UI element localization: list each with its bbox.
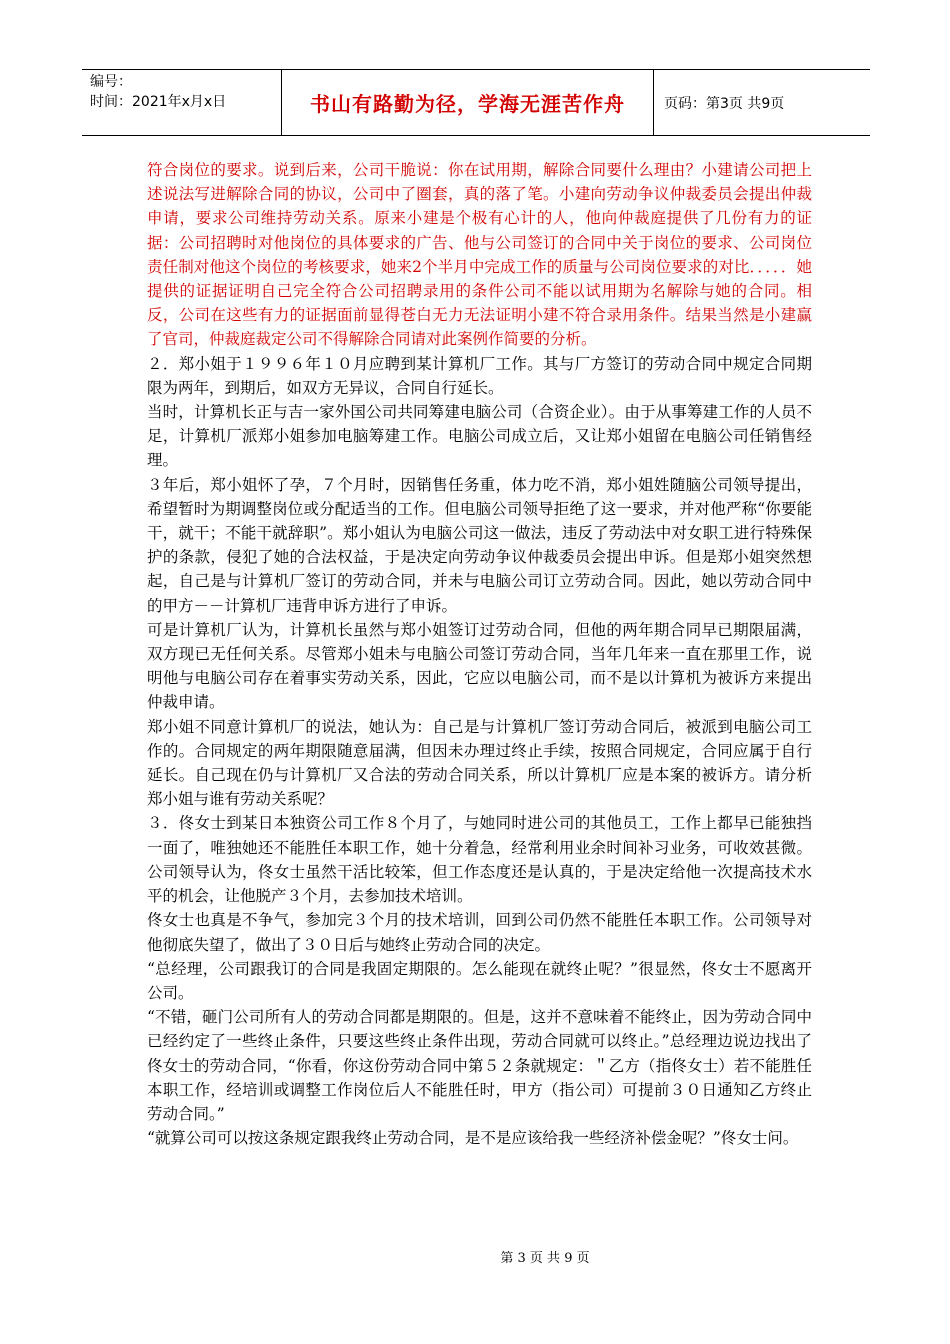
body-paragraph: “就算公司可以按这条规定跟我终止劳动合同，是不是应该给我一些经济补偿金呢？”佟女士问。 [147, 1129, 799, 1148]
header-motto: 书山有路勤为径，学海无涯苦作舟 [282, 70, 654, 135]
case-2-intro-paragraph: ２．郑小姐于１９９６年１０月应聘到某计算机厂工作。其与厂方签订的劳动合同中规定合同期限为两年，到期后，如双方无异议，合同自行延长。 [147, 354, 812, 397]
page-header [82, 69, 870, 136]
document-number-label: 编号： [90, 74, 132, 90]
document-time-label: 时间：2021年x月x日 [90, 94, 227, 110]
header-meta [82, 70, 282, 135]
case-3-intro-paragraph: ３．佟女士到某日本独资公司工作８个月了，与她同时进公司的其他员工，工作上都早已能独挡一面了，唯独她还不能胜任本职工作，她十分着急，经常利用业余时间补习业务，可收效甚微。公司领导认为，佟女士虽然干活比较笨，但工作态度还是认真的，于是决定给他一次提高技术水平的机会，让他脱产３个月，去参加技术培训。 [147, 814, 812, 906]
body-paragraph: “不错，砸门公司所有人的劳动合同都是期限的。但是，这并不意味着不能终止，因为劳动合同中已经约定了一些终止条件，只要这些终止条件出现，劳动合同就可以终止。”总经理边说边找出了佟女士的劳动合同，“你看，你这份劳动合同中第５２条就规定：＂乙方（指佟女士）若不能胜任本职工作，经培训或调整工作岗位后人不能胜任时，甲方（指公司）可提前３０日通知乙方终止劳动合同。” [147, 1008, 812, 1123]
body-paragraph: 佟女士也真是不争气，参加完３个月的技术培训，回到公司仍然不能胜任本职工作。公司领导对他彻底失望了，做出了３０日后与她终止劳动合同的决定。 [147, 911, 812, 954]
body-paragraph: 当时，计算机长正与吉一家外国公司共同筹建电脑公司（合资企业）。由于从事筹建工作的人员不足，计算机厂派郑小姐参加电脑筹建工作。电脑公司成立后，又让郑小姐留在电脑公司任销售经理。 [147, 403, 812, 470]
body-paragraph: 郑小姐不同意计算机厂的说法，她认为：自己是与计算机厂签订劳动合同后，被派到电脑公司工作的。合同规定的两年期限随意届满，但因未办理过终止手续，按照合同规定，合同应属于自行延长。自己现在仍与计算机厂又合法的劳动合同关系，所以计算机厂应是本案的被诉方。请分析郑小姐与谁有劳动关系呢？ [147, 717, 812, 809]
case-1-paragraph: 符合岗位的要求。说到后来，公司干脆说：你在试用期，解除合同要什么理由？小建请公司把上述说法写进解除合同的协议，公司中了圈套，真的落了笔。小建向劳动争议仲裁委员会提出仲裁申请，要求公司维持劳动关系。原来小建是个极有心计的人，他向仲裁庭提供了几份有力的证据：公司招聘时对他岗位的具体要求的广告、他与公司签订的合同中关于岗位的要求、公司岗位责任制对他这个岗位的考核要求，她来2个半月中完成工作的质量与公司岗位要求的对比．．．．．她提供的证据证明自己完全符合公司招聘录用的条件公司不能以试用期为名解除与她的合同。相反，公司在这些有力的证据面前显得苍白无力无法证明小建不符合录用条件。结果当然是小建赢了官司，仲裁庭裁定公司不得解除合同请对此案例作简要的分析。 [147, 161, 812, 349]
body-paragraph: “总经理，公司跟我订的合同是我固定期限的。怎么能现在就终止呢？”很显然，佟女士不愿离开公司。 [147, 959, 812, 1002]
body-paragraph: 可是计算机厂认为，计算机长虽然与郑小姐签订过劳动合同，但他的两年期合同早已期限届满，双方现已无任何关系。尽管郑小姐未与电脑公司签订劳动合同，当年几年来一直在那里工作，说明他与电脑公司存在着事实劳动关系，因此，它应以电脑公司，而不是以计算机为被诉方来提出仲裁申请。 [147, 620, 812, 712]
body-paragraph: ３年后，郑小姐怀了孕，７个月时，因销售任务重，体力吃不消，郑小姐姓随脑公司领导提出，希望暂时为期调整岗位或分配适当的工作。但电脑公司领导拒绝了这一要求，并对他严称“你要能干，就干；不能干就辞职”。郑小姐认为电脑公司这一做法，违反了劳动法中对女职工进行特殊保护的条款，侵犯了她的合法权益，于是决定向劳动争议仲裁委员会提出申诉。但是郑小姐突然想起，自己是与计算机厂签订的劳动合同，并未与电脑公司订立劳动合同。因此，她以劳动合同中的甲方－－计算机厂违背申诉方进行了申诉。 [147, 475, 812, 615]
page-footer [0, 1247, 950, 1266]
document-body [147, 158, 812, 1150]
header-page-label: 页码：第3页 共9页 [664, 95, 785, 112]
footer-page-number: 第 3 页 共 9 页 [500, 1251, 590, 1266]
